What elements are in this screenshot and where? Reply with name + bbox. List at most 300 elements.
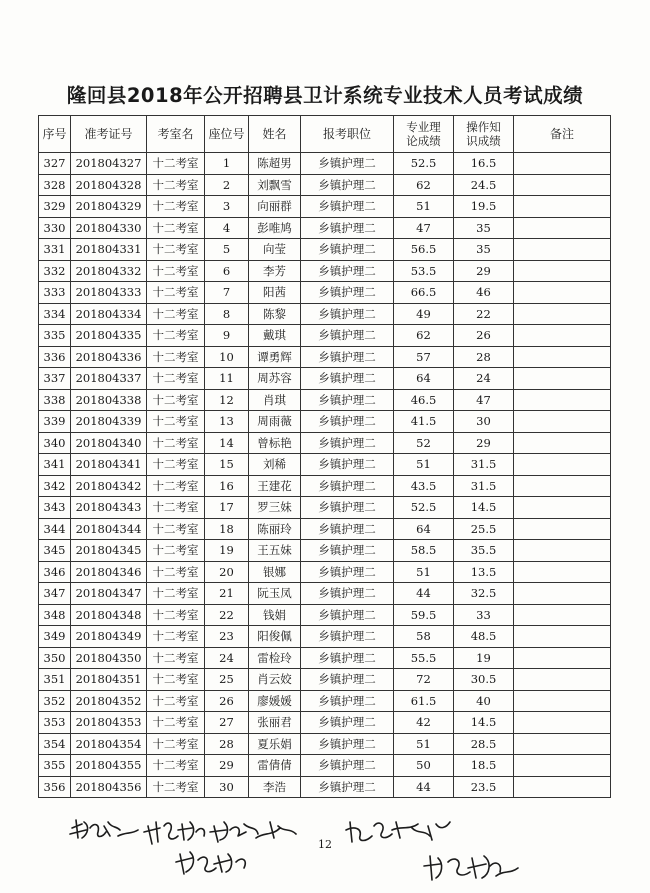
cell-seq: 339 xyxy=(39,411,71,433)
cell-practice-score: 24.5 xyxy=(454,174,514,196)
results-table xyxy=(38,115,611,798)
cell-remarks xyxy=(514,217,611,239)
table-row xyxy=(39,239,611,261)
cell-seq: 335 xyxy=(39,325,71,347)
cell-remarks xyxy=(514,346,611,368)
cell-seq: 331 xyxy=(39,239,71,261)
table-row xyxy=(39,368,611,390)
cell-theory-score: 43.5 xyxy=(394,475,454,497)
cell-theory-score: 52 xyxy=(394,432,454,454)
cell-remarks xyxy=(514,432,611,454)
table-row xyxy=(39,518,611,540)
cell-remarks xyxy=(514,411,611,433)
cell-room: 十二考室 xyxy=(147,712,205,734)
cell-ticket: 201804332 xyxy=(71,260,147,282)
cell-seat: 5 xyxy=(205,239,249,261)
cell-seat: 8 xyxy=(205,303,249,325)
signature-1 xyxy=(70,820,138,838)
cell-seat: 18 xyxy=(205,518,249,540)
cell-seq: 334 xyxy=(39,303,71,325)
cell-theory-score: 53.5 xyxy=(394,260,454,282)
table-row xyxy=(39,583,611,605)
table-row xyxy=(39,561,611,583)
cell-remarks xyxy=(514,604,611,626)
cell-practice-score: 30 xyxy=(454,411,514,433)
cell-room: 十二考室 xyxy=(147,174,205,196)
table-row xyxy=(39,755,611,777)
cell-position: 乡镇护理二 xyxy=(301,174,394,196)
header-practice-line2: 识成绩 xyxy=(466,134,501,148)
cell-seq: 337 xyxy=(39,368,71,390)
cell-position: 乡镇护理二 xyxy=(301,518,394,540)
cell-ticket: 201804330 xyxy=(71,217,147,239)
cell-seat: 3 xyxy=(205,196,249,218)
cell-name: 曾标艳 xyxy=(249,432,301,454)
cell-practice-score: 47 xyxy=(454,389,514,411)
signature-3 xyxy=(210,822,296,842)
cell-ticket: 201804346 xyxy=(71,561,147,583)
cell-remarks xyxy=(514,497,611,519)
cell-position: 乡镇护理二 xyxy=(301,733,394,755)
cell-remarks xyxy=(514,755,611,777)
table-row xyxy=(39,282,611,304)
cell-name: 雷检玲 xyxy=(249,647,301,669)
cell-room: 十二考室 xyxy=(147,454,205,476)
cell-room: 十二考室 xyxy=(147,346,205,368)
cell-name: 肖琪 xyxy=(249,389,301,411)
cell-theory-score: 52.5 xyxy=(394,497,454,519)
cell-theory-score: 51 xyxy=(394,561,454,583)
header-position: 报考职位 xyxy=(301,116,394,153)
cell-room: 十二考室 xyxy=(147,518,205,540)
cell-seat: 30 xyxy=(205,776,249,798)
cell-position: 乡镇护理二 xyxy=(301,217,394,239)
cell-remarks xyxy=(514,712,611,734)
table-row xyxy=(39,454,611,476)
cell-room: 十二考室 xyxy=(147,282,205,304)
cell-ticket: 201804342 xyxy=(71,475,147,497)
cell-remarks xyxy=(514,561,611,583)
cell-room: 十二考室 xyxy=(147,389,205,411)
cell-name: 周雨薇 xyxy=(249,411,301,433)
cell-ticket: 201804329 xyxy=(71,196,147,218)
cell-room: 十二考室 xyxy=(147,239,205,261)
cell-ticket: 201804343 xyxy=(71,497,147,519)
cell-seat: 2 xyxy=(205,174,249,196)
cell-remarks xyxy=(514,669,611,691)
cell-remarks xyxy=(514,454,611,476)
cell-remarks xyxy=(514,260,611,282)
cell-seat: 10 xyxy=(205,346,249,368)
cell-theory-score: 44 xyxy=(394,583,454,605)
table-row xyxy=(39,217,611,239)
cell-remarks xyxy=(514,518,611,540)
header-room: 考室名 xyxy=(147,116,205,153)
header-name: 姓名 xyxy=(249,116,301,153)
cell-name: 肖云姣 xyxy=(249,669,301,691)
cell-remarks xyxy=(514,583,611,605)
cell-ticket: 201804339 xyxy=(71,411,147,433)
table-row xyxy=(39,776,611,798)
table-row xyxy=(39,475,611,497)
header-practice-line1: 操作知 xyxy=(466,120,501,134)
cell-name: 王建花 xyxy=(249,475,301,497)
cell-position: 乡镇护理二 xyxy=(301,282,394,304)
cell-position: 乡镇护理二 xyxy=(301,303,394,325)
cell-name: 王五妹 xyxy=(249,540,301,562)
cell-practice-score: 28 xyxy=(454,346,514,368)
cell-position: 乡镇护理二 xyxy=(301,561,394,583)
cell-position: 乡镇护理二 xyxy=(301,583,394,605)
cell-seq: 340 xyxy=(39,432,71,454)
cell-name: 戴琪 xyxy=(249,325,301,347)
cell-name: 银娜 xyxy=(249,561,301,583)
cell-room: 十二考室 xyxy=(147,153,205,175)
cell-position: 乡镇护理二 xyxy=(301,712,394,734)
table-row xyxy=(39,303,611,325)
cell-seat: 23 xyxy=(205,626,249,648)
table-row xyxy=(39,174,611,196)
cell-seq: 341 xyxy=(39,454,71,476)
cell-seat: 9 xyxy=(205,325,249,347)
cell-name: 雷倩倩 xyxy=(249,755,301,777)
cell-seq: 352 xyxy=(39,690,71,712)
cell-seat: 28 xyxy=(205,733,249,755)
cell-seat: 15 xyxy=(205,454,249,476)
cell-room: 十二考室 xyxy=(147,669,205,691)
cell-practice-score: 32.5 xyxy=(454,583,514,605)
cell-seat: 7 xyxy=(205,282,249,304)
cell-theory-score: 51 xyxy=(394,733,454,755)
table-row xyxy=(39,411,611,433)
header-remarks: 备注 xyxy=(514,116,611,153)
cell-practice-score: 46 xyxy=(454,282,514,304)
cell-ticket: 201804331 xyxy=(71,239,147,261)
cell-practice-score: 14.5 xyxy=(454,497,514,519)
cell-seq: 350 xyxy=(39,647,71,669)
cell-seq: 344 xyxy=(39,518,71,540)
cell-theory-score: 49 xyxy=(394,303,454,325)
cell-practice-score: 33 xyxy=(454,604,514,626)
cell-ticket: 201804352 xyxy=(71,690,147,712)
cell-seq: 333 xyxy=(39,282,71,304)
cell-position: 乡镇护理二 xyxy=(301,153,394,175)
header-ticket: 准考证号 xyxy=(71,116,147,153)
cell-position: 乡镇护理二 xyxy=(301,389,394,411)
cell-theory-score: 44 xyxy=(394,776,454,798)
cell-remarks xyxy=(514,626,611,648)
cell-room: 十二考室 xyxy=(147,583,205,605)
cell-remarks xyxy=(514,733,611,755)
header-row xyxy=(39,116,611,153)
cell-remarks xyxy=(514,647,611,669)
cell-room: 十二考室 xyxy=(147,626,205,648)
cell-practice-score: 24 xyxy=(454,368,514,390)
cell-position: 乡镇护理二 xyxy=(301,260,394,282)
signature-ink xyxy=(70,820,518,880)
cell-ticket: 201804334 xyxy=(71,303,147,325)
cell-name: 钱娟 xyxy=(249,604,301,626)
cell-ticket: 201804337 xyxy=(71,368,147,390)
cell-theory-score: 52.5 xyxy=(394,153,454,175)
cell-position: 乡镇护理二 xyxy=(301,497,394,519)
cell-remarks xyxy=(514,776,611,798)
cell-name: 谭勇辉 xyxy=(249,346,301,368)
cell-seat: 16 xyxy=(205,475,249,497)
cell-room: 十二考室 xyxy=(147,475,205,497)
cell-ticket: 201804351 xyxy=(71,669,147,691)
cell-seat: 13 xyxy=(205,411,249,433)
cell-remarks xyxy=(514,540,611,562)
cell-room: 十二考室 xyxy=(147,325,205,347)
cell-theory-score: 64 xyxy=(394,368,454,390)
cell-theory-score: 64 xyxy=(394,518,454,540)
table-row xyxy=(39,325,611,347)
cell-room: 十二考室 xyxy=(147,217,205,239)
cell-ticket: 201804347 xyxy=(71,583,147,605)
cell-seat: 1 xyxy=(205,153,249,175)
cell-name: 罗三妹 xyxy=(249,497,301,519)
cell-position: 乡镇护理二 xyxy=(301,475,394,497)
cell-seat: 25 xyxy=(205,669,249,691)
cell-seat: 21 xyxy=(205,583,249,605)
table-row xyxy=(39,690,611,712)
cell-ticket: 201804353 xyxy=(71,712,147,734)
cell-ticket: 201804350 xyxy=(71,647,147,669)
header-practice-score xyxy=(454,116,514,153)
cell-theory-score: 59.5 xyxy=(394,604,454,626)
cell-theory-score: 66.5 xyxy=(394,282,454,304)
cell-seq: 329 xyxy=(39,196,71,218)
cell-practice-score: 29 xyxy=(454,260,514,282)
cell-remarks xyxy=(514,475,611,497)
cell-room: 十二考室 xyxy=(147,755,205,777)
cell-remarks xyxy=(514,239,611,261)
table-row xyxy=(39,432,611,454)
cell-seq: 349 xyxy=(39,626,71,648)
cell-name: 向莹 xyxy=(249,239,301,261)
cell-name: 陈黎 xyxy=(249,303,301,325)
cell-position: 乡镇护理二 xyxy=(301,368,394,390)
table-row xyxy=(39,712,611,734)
cell-seat: 6 xyxy=(205,260,249,282)
table-body xyxy=(39,153,611,798)
cell-seat: 26 xyxy=(205,690,249,712)
cell-theory-score: 46.5 xyxy=(394,389,454,411)
cell-theory-score: 62 xyxy=(394,325,454,347)
cell-seq: 338 xyxy=(39,389,71,411)
signature-4 xyxy=(176,852,245,874)
cell-seat: 24 xyxy=(205,647,249,669)
header-seq: 序号 xyxy=(39,116,71,153)
cell-name: 向丽群 xyxy=(249,196,301,218)
cell-position: 乡镇护理二 xyxy=(301,239,394,261)
cell-seat: 29 xyxy=(205,755,249,777)
cell-name: 廖媛媛 xyxy=(249,690,301,712)
header-theory-score xyxy=(394,116,454,153)
cell-theory-score: 58.5 xyxy=(394,540,454,562)
cell-theory-score: 61.5 xyxy=(394,690,454,712)
cell-seat: 14 xyxy=(205,432,249,454)
cell-seat: 12 xyxy=(205,389,249,411)
cell-seq: 351 xyxy=(39,669,71,691)
cell-room: 十二考室 xyxy=(147,540,205,562)
cell-theory-score: 56.5 xyxy=(394,239,454,261)
cell-ticket: 201804355 xyxy=(71,755,147,777)
header-seat: 座位号 xyxy=(205,116,249,153)
cell-theory-score: 55.5 xyxy=(394,647,454,669)
cell-name: 李芳 xyxy=(249,260,301,282)
cell-position: 乡镇护理二 xyxy=(301,432,394,454)
cell-ticket: 201804356 xyxy=(71,776,147,798)
cell-position: 乡镇护理二 xyxy=(301,411,394,433)
cell-seat: 20 xyxy=(205,561,249,583)
cell-practice-score: 28.5 xyxy=(454,733,514,755)
table-row xyxy=(39,733,611,755)
cell-seq: 348 xyxy=(39,604,71,626)
cell-practice-score: 35.5 xyxy=(454,540,514,562)
cell-seq: 342 xyxy=(39,475,71,497)
cell-room: 十二考室 xyxy=(147,260,205,282)
cell-practice-score: 35 xyxy=(454,239,514,261)
cell-position: 乡镇护理二 xyxy=(301,690,394,712)
page-number: 12 xyxy=(318,838,332,851)
cell-remarks xyxy=(514,368,611,390)
cell-seat: 19 xyxy=(205,540,249,562)
cell-remarks xyxy=(514,153,611,175)
cell-seat: 27 xyxy=(205,712,249,734)
table-row xyxy=(39,389,611,411)
cell-practice-score: 19 xyxy=(454,647,514,669)
cell-remarks xyxy=(514,303,611,325)
cell-practice-score: 13.5 xyxy=(454,561,514,583)
cell-seq: 354 xyxy=(39,733,71,755)
cell-position: 乡镇护理二 xyxy=(301,604,394,626)
cell-room: 十二考室 xyxy=(147,733,205,755)
table-row xyxy=(39,604,611,626)
table-row xyxy=(39,497,611,519)
cell-theory-score: 62 xyxy=(394,174,454,196)
cell-practice-score: 18.5 xyxy=(454,755,514,777)
cell-name: 阮玉凤 xyxy=(249,583,301,605)
cell-remarks xyxy=(514,282,611,304)
cell-room: 十二考室 xyxy=(147,776,205,798)
cell-seq: 353 xyxy=(39,712,71,734)
cell-remarks xyxy=(514,325,611,347)
cell-name: 刘飘雪 xyxy=(249,174,301,196)
cell-ticket: 201804345 xyxy=(71,540,147,562)
cell-ticket: 201804354 xyxy=(71,733,147,755)
cell-name: 夏乐娟 xyxy=(249,733,301,755)
header-theory-line2: 论成绩 xyxy=(406,134,441,148)
cell-seq: 346 xyxy=(39,561,71,583)
cell-room: 十二考室 xyxy=(147,196,205,218)
cell-seat: 11 xyxy=(205,368,249,390)
cell-seq: 327 xyxy=(39,153,71,175)
cell-seq: 347 xyxy=(39,583,71,605)
cell-room: 十二考室 xyxy=(147,561,205,583)
table-row xyxy=(39,540,611,562)
cell-seq: 345 xyxy=(39,540,71,562)
cell-name: 陈超男 xyxy=(249,153,301,175)
cell-theory-score: 47 xyxy=(394,217,454,239)
cell-practice-score: 31.5 xyxy=(454,475,514,497)
cell-ticket: 201804341 xyxy=(71,454,147,476)
cell-seq: 356 xyxy=(39,776,71,798)
cell-room: 十二考室 xyxy=(147,690,205,712)
cell-ticket: 201804338 xyxy=(71,389,147,411)
cell-practice-score: 19.5 xyxy=(454,196,514,218)
cell-theory-score: 51 xyxy=(394,196,454,218)
cell-name: 张丽君 xyxy=(249,712,301,734)
cell-ticket: 201804328 xyxy=(71,174,147,196)
table-row xyxy=(39,153,611,175)
cell-name: 陈丽玲 xyxy=(249,518,301,540)
table-row xyxy=(39,669,611,691)
signature-2 xyxy=(144,822,204,844)
cell-remarks xyxy=(514,389,611,411)
cell-ticket: 201804335 xyxy=(71,325,147,347)
cell-room: 十二考室 xyxy=(147,303,205,325)
signature-6 xyxy=(424,856,518,880)
cell-practice-score: 31.5 xyxy=(454,454,514,476)
cell-ticket: 201804336 xyxy=(71,346,147,368)
cell-theory-score: 57 xyxy=(394,346,454,368)
cell-position: 乡镇护理二 xyxy=(301,325,394,347)
header-theory-line1: 专业理 xyxy=(406,120,441,134)
table-row xyxy=(39,260,611,282)
cell-remarks xyxy=(514,196,611,218)
cell-seat: 17 xyxy=(205,497,249,519)
cell-name: 阳茜 xyxy=(249,282,301,304)
cell-theory-score: 50 xyxy=(394,755,454,777)
table-row xyxy=(39,346,611,368)
cell-practice-score: 26 xyxy=(454,325,514,347)
cell-practice-score: 40 xyxy=(454,690,514,712)
cell-name: 李浩 xyxy=(249,776,301,798)
cell-seq: 343 xyxy=(39,497,71,519)
table-row xyxy=(39,196,611,218)
signature-5 xyxy=(346,822,450,842)
cell-room: 十二考室 xyxy=(147,604,205,626)
cell-theory-score: 58 xyxy=(394,626,454,648)
cell-practice-score: 16.5 xyxy=(454,153,514,175)
cell-practice-score: 25.5 xyxy=(454,518,514,540)
cell-room: 十二考室 xyxy=(147,368,205,390)
cell-name: 刘稀 xyxy=(249,454,301,476)
cell-ticket: 201804349 xyxy=(71,626,147,648)
cell-position: 乡镇护理二 xyxy=(301,669,394,691)
cell-seq: 328 xyxy=(39,174,71,196)
cell-name: 周苏容 xyxy=(249,368,301,390)
cell-theory-score: 41.5 xyxy=(394,411,454,433)
cell-ticket: 201804327 xyxy=(71,153,147,175)
cell-practice-score: 30.5 xyxy=(454,669,514,691)
cell-position: 乡镇护理二 xyxy=(301,626,394,648)
page-title: 隆回县2018年公开招聘县卫计系统专业技术人员考试成绩 xyxy=(66,84,584,107)
cell-position: 乡镇护理二 xyxy=(301,755,394,777)
cell-ticket: 201804340 xyxy=(71,432,147,454)
cell-ticket: 201804333 xyxy=(71,282,147,304)
cell-theory-score: 72 xyxy=(394,669,454,691)
cell-position: 乡镇护理二 xyxy=(301,776,394,798)
cell-seq: 330 xyxy=(39,217,71,239)
cell-seat: 22 xyxy=(205,604,249,626)
cell-position: 乡镇护理二 xyxy=(301,540,394,562)
cell-theory-score: 42 xyxy=(394,712,454,734)
cell-ticket: 201804348 xyxy=(71,604,147,626)
cell-room: 十二考室 xyxy=(147,432,205,454)
